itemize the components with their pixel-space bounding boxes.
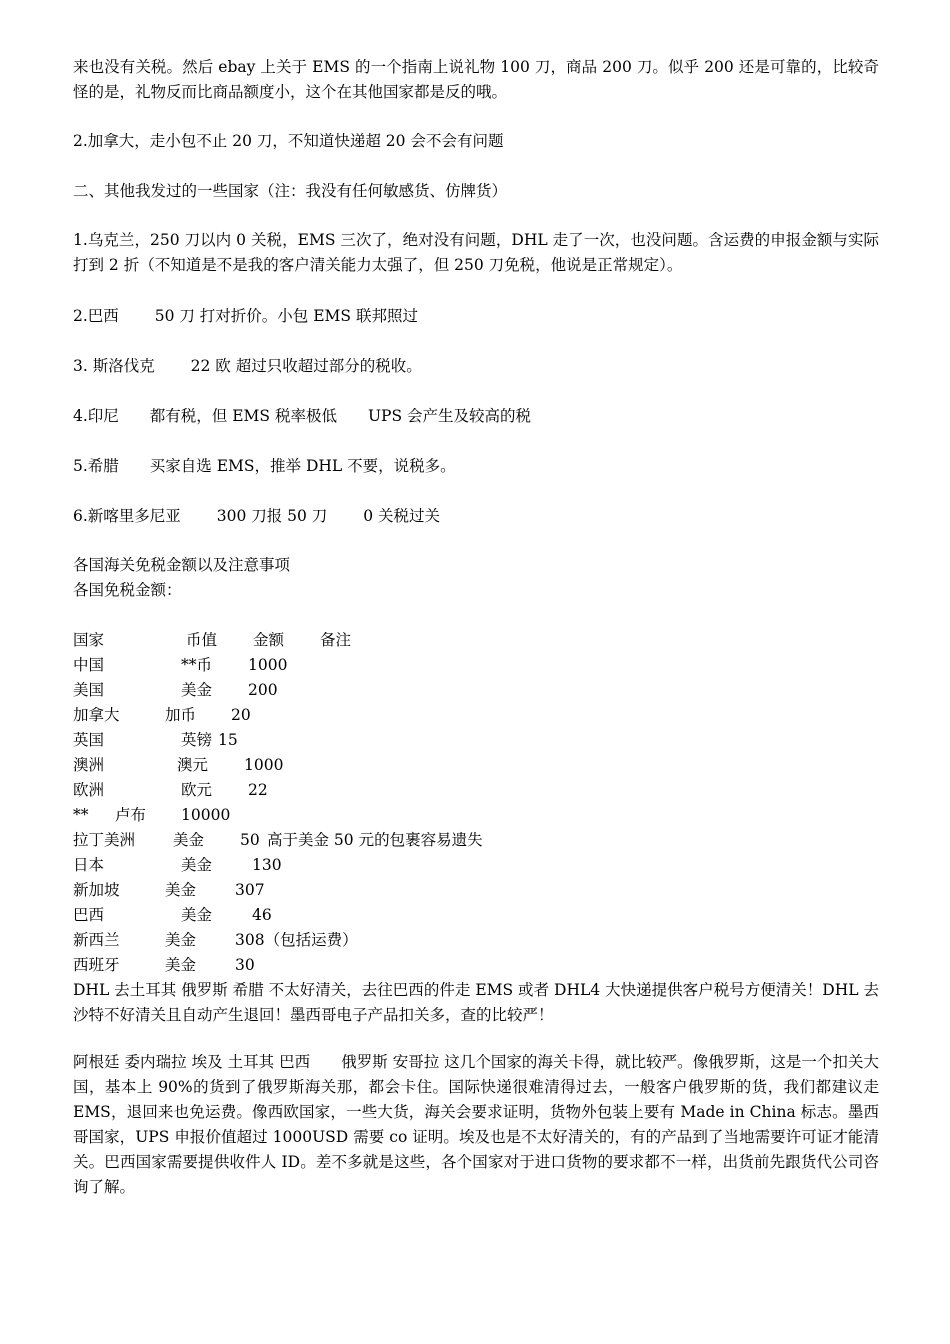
header-amount: 金额 bbox=[253, 631, 285, 649]
table-row bbox=[73, 905, 272, 925]
ukraine-note: 1.乌克兰，250 刀以内 0 关税，EMS 三次了，绝对没有问题，DHL 走了一次，也没问题。含运费的申报金额与实际打到 2 折（不知道是不是我的客户清关能力太强了，但 250 刀免税，他说是正常规定）。 bbox=[73, 231, 879, 274]
header-remark: 备注 bbox=[320, 631, 352, 649]
indonesia-note: 4.印尼 都有税，但 EMS 税率极低 UPS 会产生及较高的税 bbox=[73, 407, 531, 425]
currency-cell: 加币 bbox=[165, 706, 197, 724]
amount-cell: 307 bbox=[235, 881, 265, 899]
amount-cell: 1000 bbox=[248, 656, 288, 674]
country-cell: 日本 bbox=[73, 856, 105, 874]
currency-cell: 美金 bbox=[181, 906, 213, 924]
strict-countries-paragraph: 阿根廷 委内瑞拉 埃及 土耳其 巴西 俄罗斯 安哥拉 这几个国家的海关卡得，就比较严。像俄罗斯，这是一个扣关大国，基本上 90%的货到了俄罗斯海关那，都会卡住。国际快递很难清得过去，一般客户俄罗斯的货，我们都建议走 EMS，退回来也免运费。像西欧国家，一些大货，海关会要求证明，货物外包装上要有 Made in China 标志。墨西哥国家，UPS 申报价值超过 1000USD 需要 co 证明。埃及也是不太好清关的，有的产品到了当地需要许可证才能清关。巴西国家需要提供收件人 ID。差不多就是这些，各个国家对于进口货物的要求都不一样，出货前先跟货代公司咨询了解。 bbox=[73, 1053, 879, 1196]
table-row bbox=[73, 855, 282, 875]
amount-cell: 1000 bbox=[244, 756, 284, 774]
currency-cell: 美金 bbox=[181, 856, 213, 874]
table-header-row bbox=[73, 630, 352, 650]
currency-cell: 卢布 bbox=[115, 806, 147, 824]
amount-cell: 20 bbox=[231, 706, 251, 724]
currency-cell: 美金 bbox=[165, 931, 197, 949]
customs-heading: 各国海关免税金额以及注意事项 bbox=[73, 556, 291, 574]
table-row bbox=[73, 680, 278, 700]
country-cell: 欧洲 bbox=[73, 781, 105, 799]
dhl-note: DHL 去土耳其 俄罗斯 希腊 不太好清关，去往巴西的件走 EMS 或者 DHL4 大快递提供客户税号方便清关！DHL 去沙特不好清关且自动产生退回！墨西哥电子产品扣关多，查的比较严！ bbox=[73, 981, 879, 1024]
brazil-note: 2.巴西 50 刀 打对折价。小包 EMS 联邦照过 bbox=[73, 307, 418, 325]
table-row bbox=[73, 730, 238, 750]
amount-cell: 50 bbox=[240, 831, 260, 849]
currency-cell: **币 bbox=[181, 656, 213, 674]
new-caledonia-note: 6.新喀里多尼亚 300 刀报 50 刀 0 关税过关 bbox=[73, 507, 441, 525]
currency-cell: 澳元 bbox=[177, 756, 209, 774]
currency-cell: 英镑 bbox=[181, 731, 213, 749]
header-currency: 币值 bbox=[186, 631, 218, 649]
amount-cell: 308（包括运费） bbox=[235, 931, 358, 949]
amount-cell: 10000 bbox=[181, 806, 231, 824]
country-cell: 拉丁美洲 bbox=[73, 831, 136, 849]
currency-cell: 欧元 bbox=[181, 781, 213, 799]
customs-subheading: 各国免税金额： bbox=[73, 581, 182, 599]
canada-note: 2.加拿大，走小包不止 20 刀，不知道快递超 20 会不会有问题 bbox=[73, 132, 504, 150]
table-row bbox=[73, 830, 483, 850]
amount-cell: 130 bbox=[252, 856, 282, 874]
country-cell: 巴西 bbox=[73, 906, 105, 924]
greece-note: 5.希腊 买家自选 EMS，推举 DHL 不要，说税多。 bbox=[73, 457, 456, 475]
country-cell: 英国 bbox=[73, 731, 105, 749]
currency-cell: 美金 bbox=[173, 831, 205, 849]
currency-cell: 美金 bbox=[181, 681, 213, 699]
currency-cell: 美金 bbox=[165, 881, 197, 899]
slovakia-note: 3. 斯洛伐克 22 欧 超过只收超过部分的税收。 bbox=[73, 357, 422, 375]
table-row bbox=[73, 930, 358, 950]
country-cell: 新加坡 bbox=[73, 881, 120, 899]
country-cell: 加拿大 bbox=[73, 706, 120, 724]
country-cell: 澳洲 bbox=[73, 756, 105, 774]
remark-cell: 高于美金 50 元的包裹容易遗失 bbox=[267, 831, 483, 849]
country-cell: 中国 bbox=[73, 656, 105, 674]
country-cell: 美国 bbox=[73, 681, 105, 699]
intro-paragraph: 来也没有关税。然后 ebay 上关于 EMS 的一个指南上说礼物 100 刀，商品 200 刀。似乎 200 还是可靠的，比较奇怪的是，礼物反而比商品额度小，这个在其他国家都是反的哦。 bbox=[73, 58, 879, 101]
table-row bbox=[73, 705, 251, 725]
amount-cell: 30 bbox=[235, 956, 255, 974]
amount-cell: 15 bbox=[218, 731, 238, 749]
amount-cell: 46 bbox=[252, 906, 272, 924]
header-country: 国家 bbox=[73, 631, 105, 649]
country-cell: ** bbox=[73, 806, 89, 824]
table-row bbox=[73, 955, 255, 975]
amount-cell: 22 bbox=[248, 781, 268, 799]
table-row bbox=[73, 755, 284, 775]
country-cell: 西班牙 bbox=[73, 956, 120, 974]
section-title: 二、其他我发过的一些国家（注：我没有任何敏感货、仿牌货） bbox=[73, 182, 508, 200]
country-cell: 新西兰 bbox=[73, 931, 120, 949]
amount-cell: 200 bbox=[248, 681, 278, 699]
table-row bbox=[73, 805, 231, 825]
table-row bbox=[73, 880, 265, 900]
currency-cell: 美金 bbox=[165, 956, 197, 974]
table-row bbox=[73, 780, 268, 800]
table-row bbox=[73, 655, 288, 675]
